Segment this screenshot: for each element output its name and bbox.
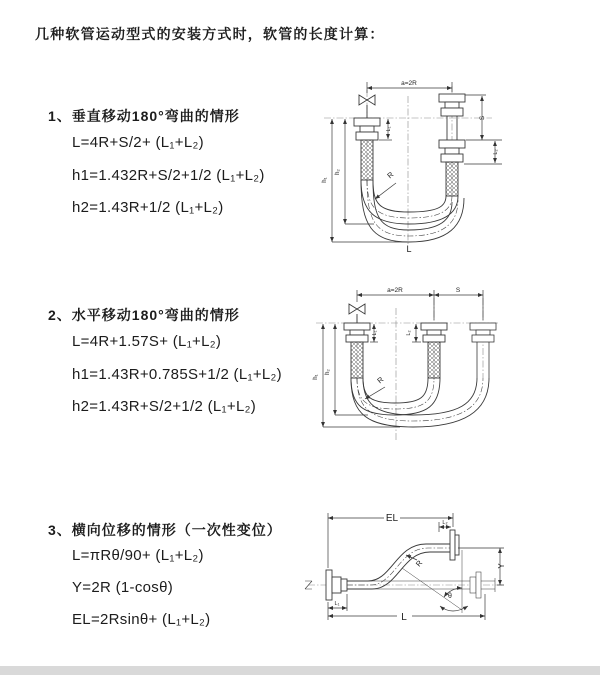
radius-label: R <box>413 558 425 569</box>
theta-label: θ <box>448 593 452 600</box>
section-3-formula-Y: Y=2R (1-cosθ) <box>72 579 174 596</box>
dim-label-l1: L₁ <box>334 601 340 607</box>
left-leg-fitting <box>354 95 380 180</box>
section-1-formula-h2: h2=1.43R+1/2 (L₁+L₂) <box>72 199 224 216</box>
section-2-formula-L: L=4R+1.57S+ (L₁+L₂) <box>72 333 222 350</box>
dimension-lines <box>328 513 504 620</box>
section-2-heading: 2、水平移动180°弯曲的情形 <box>48 307 240 323</box>
dim-label-y: Y <box>497 563 506 569</box>
radius-leader <box>375 183 396 199</box>
braided-hose-section <box>446 162 458 196</box>
length-label: L <box>406 244 412 254</box>
dim-label-l1: L₁ <box>386 126 392 132</box>
dim-label-s: S <box>479 115 486 121</box>
radius-leader <box>365 387 385 399</box>
dim-label-h2: h₂ <box>325 369 331 375</box>
dim-label-s: S <box>455 287 461 294</box>
dim-label-h2: h₂ <box>335 169 341 175</box>
section-3-formula-EL: EL=2Rsinθ+ (L₁+L₂) <box>72 611 211 628</box>
middle-leg-fitting <box>421 323 447 378</box>
construction-lines <box>402 550 468 613</box>
centerlines <box>324 86 492 246</box>
section-2-formula-h2: h2=1.43R+S/2+1/2 (L₁+L₂) <box>72 398 257 415</box>
section-1-formula-h1: h1=1.432R+S/2+1/2 (L₁+L₂) <box>72 167 265 184</box>
right-leg-fitting <box>439 94 465 196</box>
diagram-lateral-displacement <box>300 498 600 648</box>
section-2-formula-h1: h1=1.43R+0.785S+1/2 (L₁+L₂) <box>72 366 282 383</box>
dim-label-l2: L₂ <box>493 149 499 155</box>
moved-flange <box>450 530 459 560</box>
diagram-horizontal-180-bend <box>308 282 600 462</box>
braided-hose-section <box>351 342 363 378</box>
section-3-heading: 3、横向位移的情形（一次性变位） <box>48 522 282 538</box>
radius-label: R <box>375 374 386 386</box>
dim-label-l2: L₂ <box>442 520 448 526</box>
diagram3-labels <box>335 513 506 623</box>
dim-label-h1: h₁ <box>322 177 328 183</box>
braided-hose-section <box>361 140 373 180</box>
section-3-formula-L: L=πRθ/90+ (L₁+L₂) <box>72 547 204 564</box>
scan-bottom-edge <box>0 666 600 675</box>
dim-label-l2: L₂ <box>406 330 412 336</box>
braided-hose-section <box>428 342 440 378</box>
left-flange <box>326 570 347 600</box>
section-1-formula-L: L=4R+S/2+ (L₁+L₂) <box>72 134 204 151</box>
hose-curves <box>351 378 489 427</box>
dim-label-l1: L₁ <box>372 330 378 336</box>
centerlines <box>316 298 500 440</box>
dim-label-a2r: a=2R <box>387 287 403 294</box>
page-title: 几种软管运动型式的安装方式时，软管的长度计算： <box>35 26 385 42</box>
dim-label-h1: h₁ <box>313 374 319 380</box>
diagram1-labels <box>322 80 499 254</box>
dim-label-el: EL <box>385 513 399 524</box>
hose-curve <box>347 544 450 589</box>
dim-label-l: L <box>401 612 407 623</box>
valve-icon <box>349 304 357 314</box>
dimension-lines <box>323 290 483 427</box>
left-leg-fitting <box>344 304 370 378</box>
valve-icon <box>359 95 367 105</box>
dim-label-a2r: a=2R <box>401 80 417 87</box>
diagram-vertical-180-bend <box>312 74 600 256</box>
radius-label: R <box>385 169 396 181</box>
section-1-heading: 1、垂直移动180°弯曲的情形 <box>48 108 240 124</box>
